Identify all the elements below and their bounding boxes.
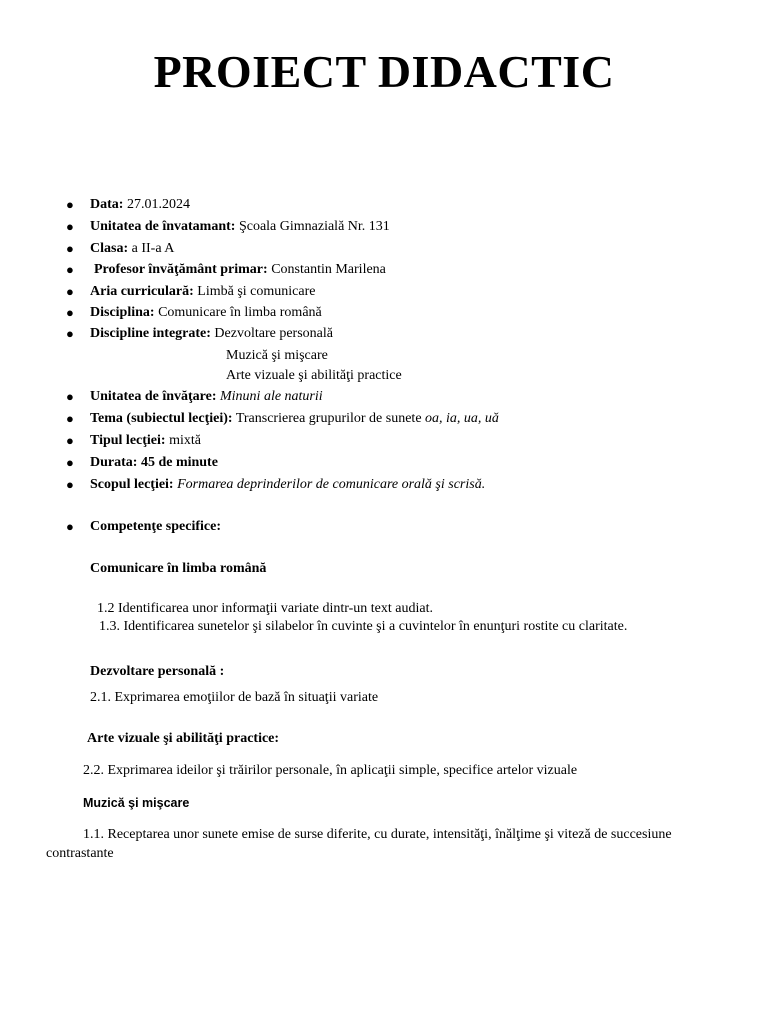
info-durata [90,454,218,472]
info-tema [90,410,499,428]
competente-label: Competenţe specifice: [90,519,222,534]
profesor-label: Profesor învăţământ primar: [94,262,268,277]
tema-value: Transcrierea grupurilor de sunete [235,411,422,426]
bullet: ● [66,219,74,234]
competenta-item: 1.3. Identificarea sunetelor şi silabelor în cuvinte şi a cuvintelor în enunţuri rostite cu claritate. [99,619,628,634]
tipul-value: mixtă [169,433,201,448]
info-integrate [90,325,333,343]
tema-value-italic: oa, ia, ua, uă [425,411,499,426]
unitate-invatare-value: Minuni ale naturii [220,389,323,404]
durata-label: Durata: [90,455,138,470]
competenta-item: 1.2 Identificarea unor informaţii variate dintr-un text audiat. [97,601,433,616]
bullet: ● [66,262,74,277]
integrate-label: Discipline integrate: [90,326,211,341]
competenta-item-continued: contrastante [46,846,114,861]
bullet: ● [66,326,74,341]
info-disciplina [90,304,322,322]
bullet: ● [66,241,74,256]
aria-value: Limbă şi comunicare [197,284,316,299]
section-heading: Arte vizuale şi abilităţi practice: [87,731,280,746]
disciplina-value: Comunicare în limba română [158,305,322,320]
competenta-item: 1.1. Receptarea unor sunete emise de surse diferite, cu durate, intensităţi, înălţime şi viteză de succesiune [83,827,672,842]
competenta-item: 2.1. Exprimarea emoţiilor de bază în situaţii variate [90,690,379,705]
integrate-value: Muzică şi mişcare [226,348,328,363]
info-tipul [90,432,201,450]
scopul-value: Formarea deprinderilor de comunicare orală şi scrisă. [177,477,486,492]
info-data [90,196,190,214]
bullet: ● [66,519,74,534]
bullet: ● [66,455,74,470]
info-aria [90,283,315,301]
section-heading: Muzică şi mişcare [83,796,190,810]
competenta-item: 2.2. Exprimarea ideilor şi trăirilor personale, în aplicaţii simple, specifice artelor vizuale [83,763,578,778]
tema-label: Tema (subiectul lecţiei): [90,411,233,426]
unitate-value: Şcoala Gimnazială Nr. 131 [238,219,390,234]
clasa-value: a II-a A [131,241,175,256]
bullet: ● [66,305,74,320]
disciplina-label: Disciplina: [90,305,155,320]
info-profesor [94,261,386,279]
unitate-label: Unitatea de învatamant: [90,219,236,234]
integrate-value: Arte vizuale şi abilităţi practice [226,368,402,383]
data-label: Data: [90,197,124,212]
bullet: ● [66,433,74,448]
tipul-label: Tipul lecţiei: [90,433,166,448]
info-unitate-invatare [90,388,323,406]
info-clasa [90,240,174,258]
unitate-invatare-label: Unitatea de învăţare: [90,389,217,404]
info-scopul [90,476,485,494]
document-title: PROIECT DIDACTIC [153,46,615,97]
clasa-label: Clasa: [90,241,129,256]
bullet: ● [66,197,74,212]
bullet: ● [66,411,74,426]
section-heading: Comunicare în limba română [90,561,267,576]
section-heading: Dezvoltare personală : [90,664,225,679]
aria-label: Aria curriculară: [90,284,194,299]
durata-value: 45 de minute [140,455,218,470]
bullet: ● [66,284,74,299]
bullet: ● [66,477,74,492]
integrate-value: Dezvoltare personală [214,326,333,341]
bullet: ● [66,389,74,404]
scopul-label: Scopul lecţiei: [90,477,174,492]
profesor-value: Constantin Marilena [271,262,386,277]
data-value: 27.01.2024 [126,197,190,212]
info-unitate [90,218,390,236]
